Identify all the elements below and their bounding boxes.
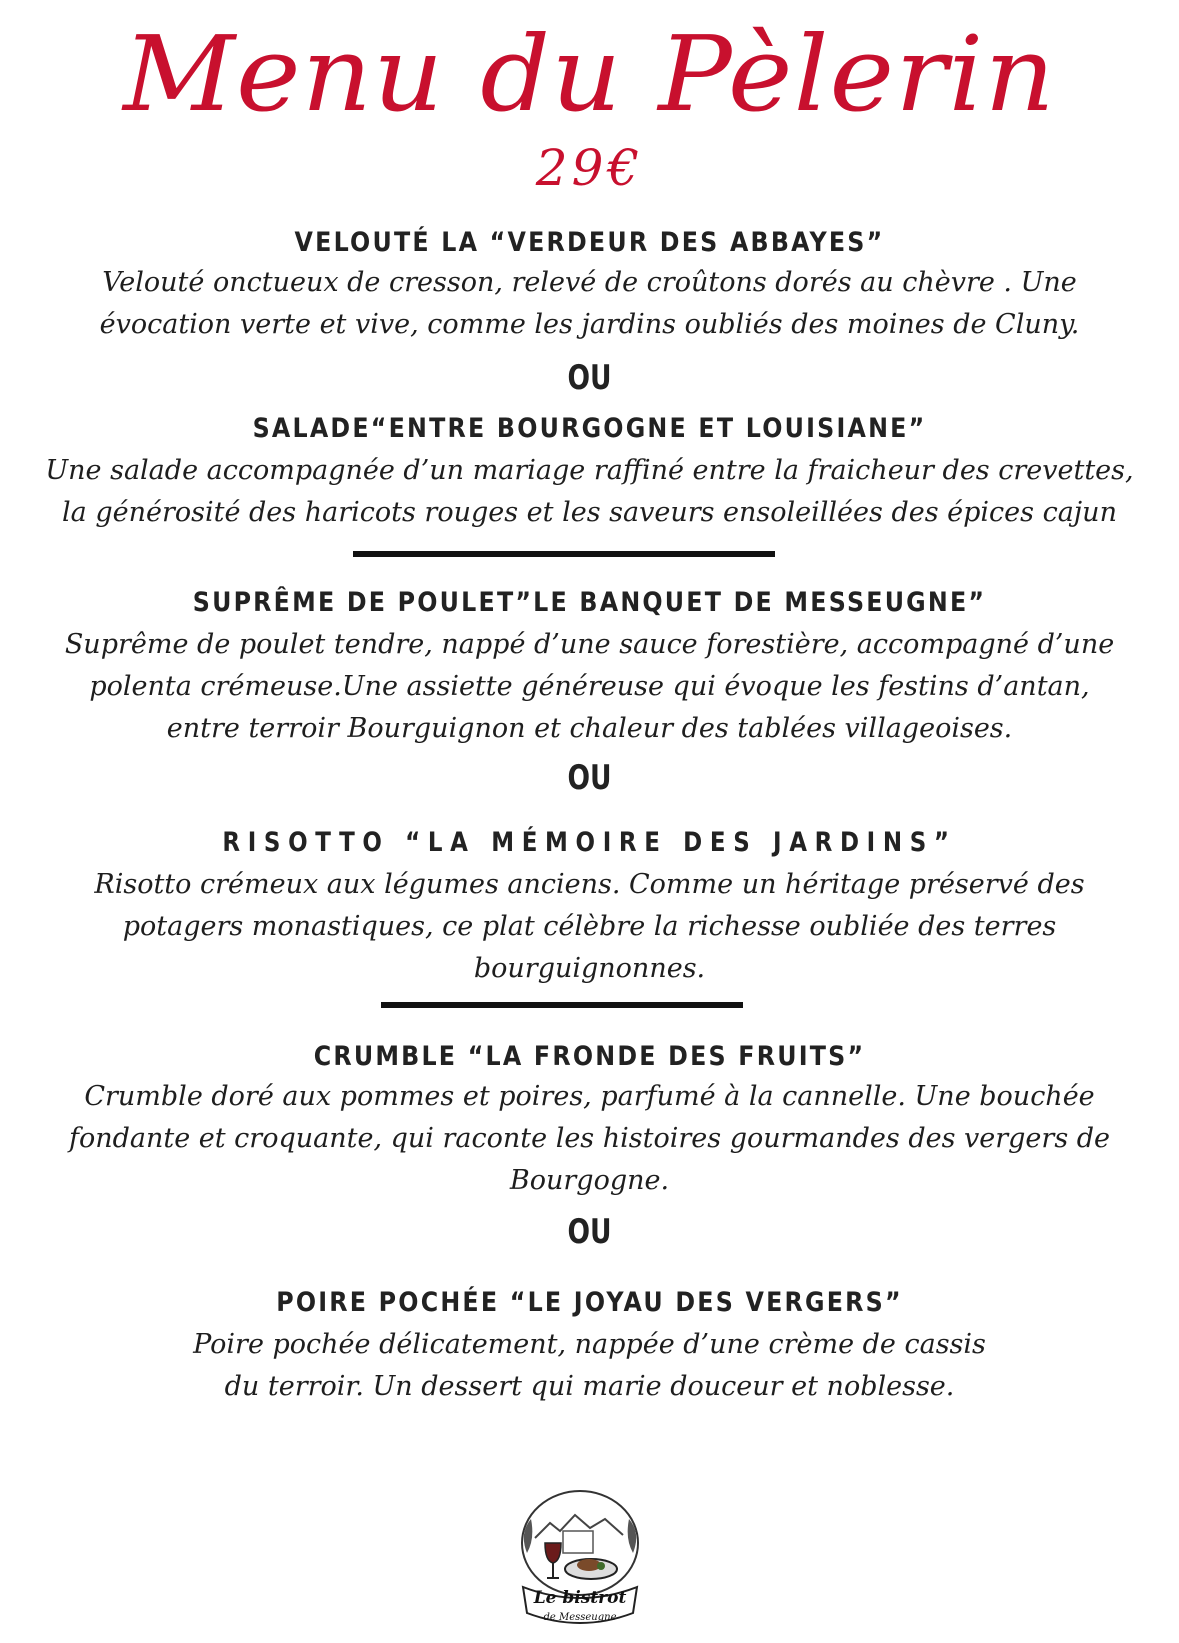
- or-separator: OU: [567, 758, 612, 798]
- svg-text:Le bistrot: Le bistrot: [533, 1588, 627, 1608]
- section-divider: [353, 551, 775, 557]
- dish-title-salade: SALADE“ENTRE BOURGOGNE ET LOUISIANE”: [252, 413, 927, 444]
- dish-description-poire: Poire pochée délicatement, nappée d’une crème de cassis du terroir. Un dessert qui marie douceur et noblesse.: [193, 1329, 986, 1402]
- dish-description-salade: Une salade accompagnée d’un mariage raffiné entre la fraicheur des crevettes, la générosité des haricots rouges et les saveurs ensoleillées des épices cajun: [45, 455, 1134, 528]
- or-separator: OU: [567, 1212, 612, 1252]
- dish-description-veloute: Velouté onctueux de cresson, relevé de croûtons dorés au chèvre . Une évocation verte et vive, comme les jardins oubliés des moines de Cluny.: [99, 267, 1080, 340]
- svg-text:de Messeugne: de Messeugne: [543, 1612, 617, 1623]
- dish-title-supreme: SUPRÊME DE POULET”LE BANQUET DE MESSEUGNE”: [192, 587, 987, 618]
- dish-description-risotto: Risotto crémeux aux légumes anciens. Comme un héritage préservé des potagers monastiques, ce plat célèbre la richesse oubliée des terres bourguignonnes.: [94, 869, 1085, 984]
- dish-description-supreme: Suprême de poulet tendre, nappé d’une sauce forestière, accompagné d’une polenta crémeuse.Une assiette généreuse qui évoque les festins d’antan, entre terroir Bourguignon et chaleur des tablées villageoises.: [64, 629, 1115, 744]
- dish-description-crumble: Crumble doré aux pommes et poires, parfumé à la cannelle. Une bouchée fondante et croquante, qui raconte les histoires gourmandes des vergers de Bourgogne.: [68, 1081, 1111, 1196]
- bistrot-logo: [505, 1483, 655, 1633]
- dish-title-veloute: VELOUTÉ LA “VERDEUR DES ABBAYES”: [294, 227, 885, 258]
- menu-price: 29€: [535, 139, 644, 197]
- dish-title-crumble: CRUMBLE “LA FRONDE DES FRUITS”: [313, 1041, 866, 1072]
- dish-title-risotto: RISOTTO “LA MÉMOIRE DES JARDINS”: [222, 827, 957, 858]
- dish-title-poire: POIRE POCHÉE “LE JOYAU DES VERGERS”: [276, 1287, 903, 1318]
- menu-title: Menu du Pèlerin: [123, 13, 1056, 135]
- section-divider: [381, 1002, 743, 1008]
- or-separator: OU: [567, 358, 612, 398]
